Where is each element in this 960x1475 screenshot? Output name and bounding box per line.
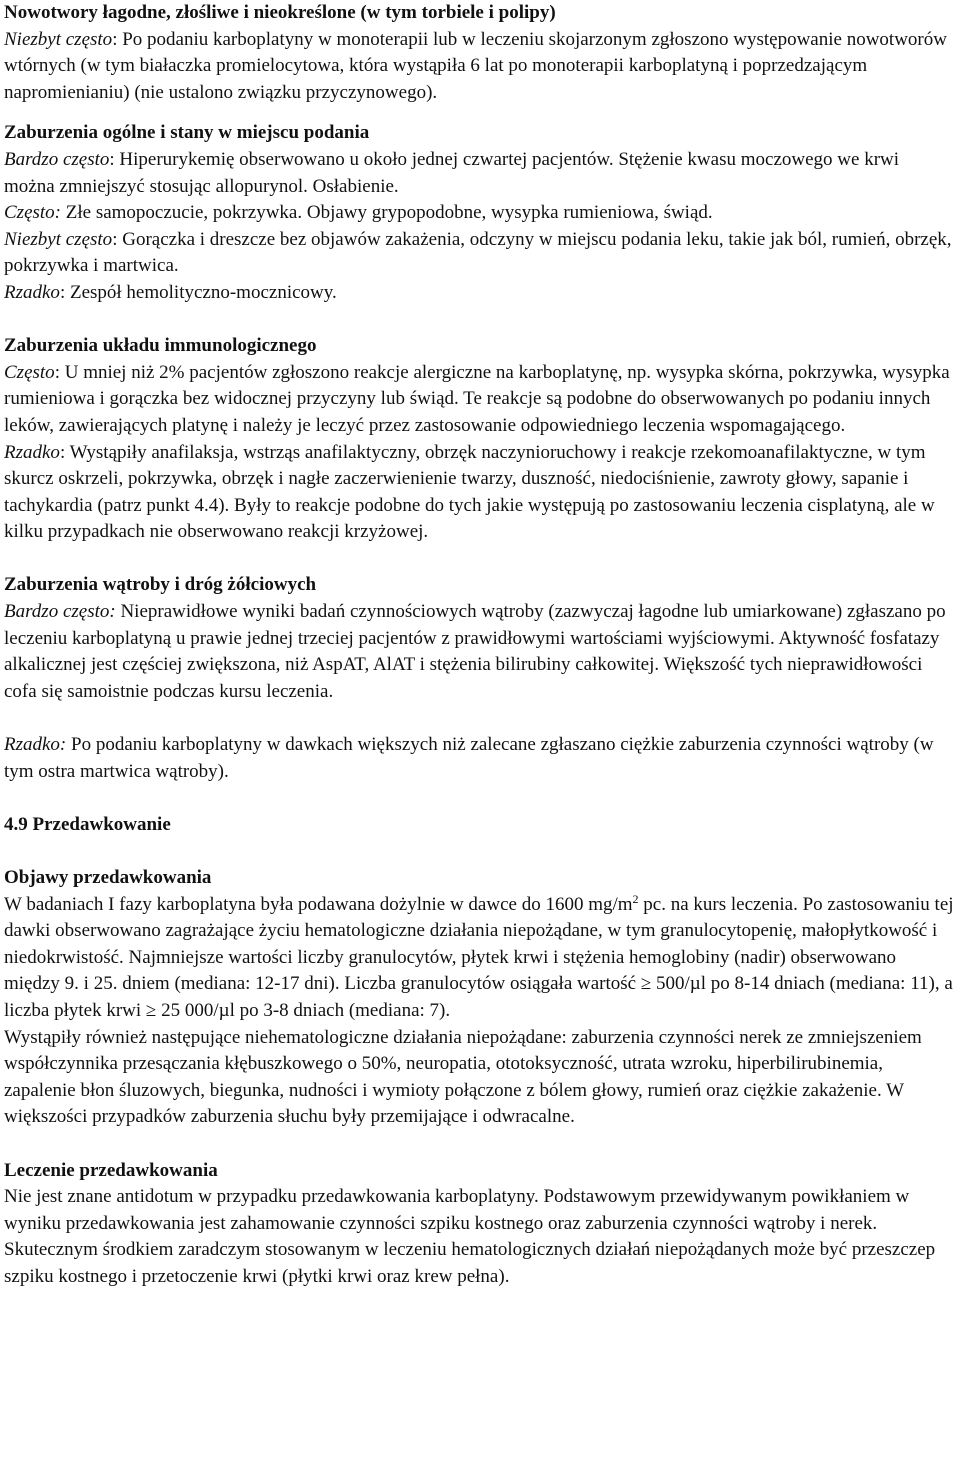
- frequency-label: Rzadko: [4, 281, 60, 303]
- frequency-label: Często: [4, 361, 55, 383]
- paragraph-text: Po podaniu karboplatyny w dawkach większych niż zalecane zgłaszano ciężkie zaburzenia czynności wątroby (w tym ostra martwica wątroby).: [4, 734, 934, 782]
- section-heading: 4.9 Przedawkowanie: [4, 813, 171, 835]
- paragraph: Wystąpiły również następujące niehematologiczne działania niepożądane: zaburzenia czynności nerek ze zmniejszeniem współczynnika przesączania kłębuszkowego o 50%, neuropatia, ototoksyczność, utrata wzroku, hiperbilirubinemia, zapalenie błon śluzowych, biegunka, nudności i wymioty połączone z bólem głowy, rumień oraz ciężkie zakażenie. W większości przypadków zaburzenia słuchu były przemijające i odwracalne.: [4, 1026, 922, 1128]
- frequency-label: Niezbyt często: [4, 28, 113, 50]
- paragraph-text: : U mniej niż 2% pacjentów zgłoszono reakcje alergiczne na karboplatynę, np. wysypka skórna, pokrzywka, wysypka rumieniowa i gorączka bez widocznej przyczyny lub świąd. Te reakcje są podobne do obserwowanych po podaniu innych leków, zawierających platynę i należy je leczyć przez zastosowanie odpowiedniego leczenia wspomagającego.: [4, 361, 950, 436]
- section-general-disorders: [4, 120, 954, 306]
- section-heading: Objawy przedawkowania: [4, 867, 212, 888]
- section-heading: Zaburzenia układu immunologicznego: [4, 335, 317, 357]
- frequency-label: Niezbyt często: [4, 228, 113, 250]
- section-overdose-treatment: [4, 1158, 954, 1291]
- frequency-label: Rzadko:: [4, 734, 67, 756]
- section-neoplasms: [4, 0, 954, 106]
- paragraph: [4, 147, 954, 200]
- paragraph: [4, 280, 954, 307]
- frequency-label: Bardzo często:: [4, 601, 116, 623]
- frequency-label: Rzadko: [4, 441, 60, 463]
- paragraph: [4, 27, 954, 107]
- frequency-label: Często:: [4, 202, 61, 224]
- paragraph-text: : Wystąpiły anafilaksja, wstrząs anafilaktyczny, obrzęk naczynioruchowy i reakcje rzekomoanafilaktyczne, w tym skurcz oskrzeli, pokrzywka, obrzęk i nagłe zaczerwienienie twarzy, duszność, niedociśnienie, zawroty głowy, sapanie i tachykardia (patrz punkt 4.4). Były to reakcje podobne do tych jakie występują po zastosowaniu leczenia cisplatyną, ale w kilku przypadkach nie obserwowano reakcji krzyżowej.: [4, 441, 935, 543]
- paragraph: [4, 440, 954, 546]
- paragraph: [4, 200, 954, 227]
- paragraph-text: : Gorączka i dreszcze bez objawów zakażenia, odczyny w miejscu podania leku, takie jak ból, rumień, obrzęk, pokrzywka i martwica.: [4, 228, 952, 277]
- paragraph: [4, 732, 954, 785]
- paragraph: [4, 599, 954, 705]
- paragraph-text: Nieprawidłowe wyniki badań czynnościowych wątroby (zazwyczaj łagodne lub umiarkowane) zgłaszano po leczeniu karboplatyną u prawie jednej trzeciej pacjentów z prawidłowymi wartościami wyjściowymi. Aktywność fosfatazy alkalicznej jest częściej zwiększona, niż AspAT, AlAT i stężenia bilirubiny całkowitej. Większość tych nieprawidłowości cofa się samoistnie podczas kursu leczenia.: [4, 601, 946, 702]
- section-heading: Nowotwory łagodne, złośliwe i nieokreślone (w tym torbiele i polipy): [4, 2, 556, 23]
- section-hepatobiliary-disorders: [4, 572, 954, 785]
- paragraph: Nie jest znane antidotum w przypadku przedawkowania karboplatyny. Podstawowym przewidywanym powikłaniem w wyniku przedawkowania jest zahamowanie czynności szpiku kostnego oraz zaburzenia czynności wątroby i nerek. Skutecznym środkiem zaradczym stosowanym w leczeniu hematologicznych działań niepożądanych może być przeszczep szpiku kostnego i przetoczenie krwi (płytki krwi oraz krew pełna).: [4, 1186, 936, 1287]
- section-overdose-symptoms: [4, 865, 954, 1131]
- paragraph: [4, 892, 954, 1025]
- paragraph-text: Złe samopoczucie, pokrzywka. Objawy grypopodobne, wysypka rumieniowa, świąd.: [61, 202, 713, 224]
- paragraph-text: : Hiperurykemię obserwowano u około jednej czwartej pacjentów. Stężenie kwasu moczowego we krwi można zmniejszyć stosując allopurynol. Osłabienie.: [4, 148, 900, 197]
- paragraph-text: W badaniach I fazy karboplatyna była podawana dożylnie w dawce do 1600 mg/m: [4, 893, 633, 915]
- section-heading: Zaburzenia ogólne i stany w miejscu podania: [4, 122, 370, 144]
- section-overdose: [4, 812, 954, 839]
- paragraph: [4, 227, 954, 280]
- frequency-label: Bardzo często: [4, 148, 110, 170]
- section-heading: Leczenie przedawkowania: [4, 1159, 218, 1181]
- paragraph: [4, 360, 954, 440]
- superscript: 2: [632, 891, 639, 906]
- paragraph-text: pc. na kurs leczenia. Po zastosowaniu tej dawki obserwowano zagrażające życiu hematologiczne działania niepożądane, w tym granulocytopenię, małopłytkowość i niedokrwistość. Najmniejsze wartości liczby granulocytów, płytek krwi i stężenia hemoglobiny (nadir) obserwowano między 9. i 25. dniem (mediana: 12-17 dni). Liczba granulocytów osiągała wartość ≥ 500/µl po 8-14 dniach (mediana: 11), a liczba płytek krwi ≥ 25 000/µl po 3-8 dniach (mediana: 7).: [4, 893, 954, 1021]
- paragraph-text: : Po podaniu karboplatyny w monoterapii lub w leczeniu skojarzonym zgłoszono występowanie nowotworów wtórnych (w tym białaczka promielocytowa, która wystąpiła 6 lat po monoterapii karboplatyną i poprzedzającym napromienianiu) (nie ustalono związku przyczynowego).: [4, 28, 947, 103]
- section-immune-disorders: [4, 333, 954, 546]
- section-heading: Zaburzenia wątroby i dróg żółciowych: [4, 574, 317, 596]
- paragraph-text: : Zespół hemolityczno-mocznicowy.: [59, 281, 337, 303]
